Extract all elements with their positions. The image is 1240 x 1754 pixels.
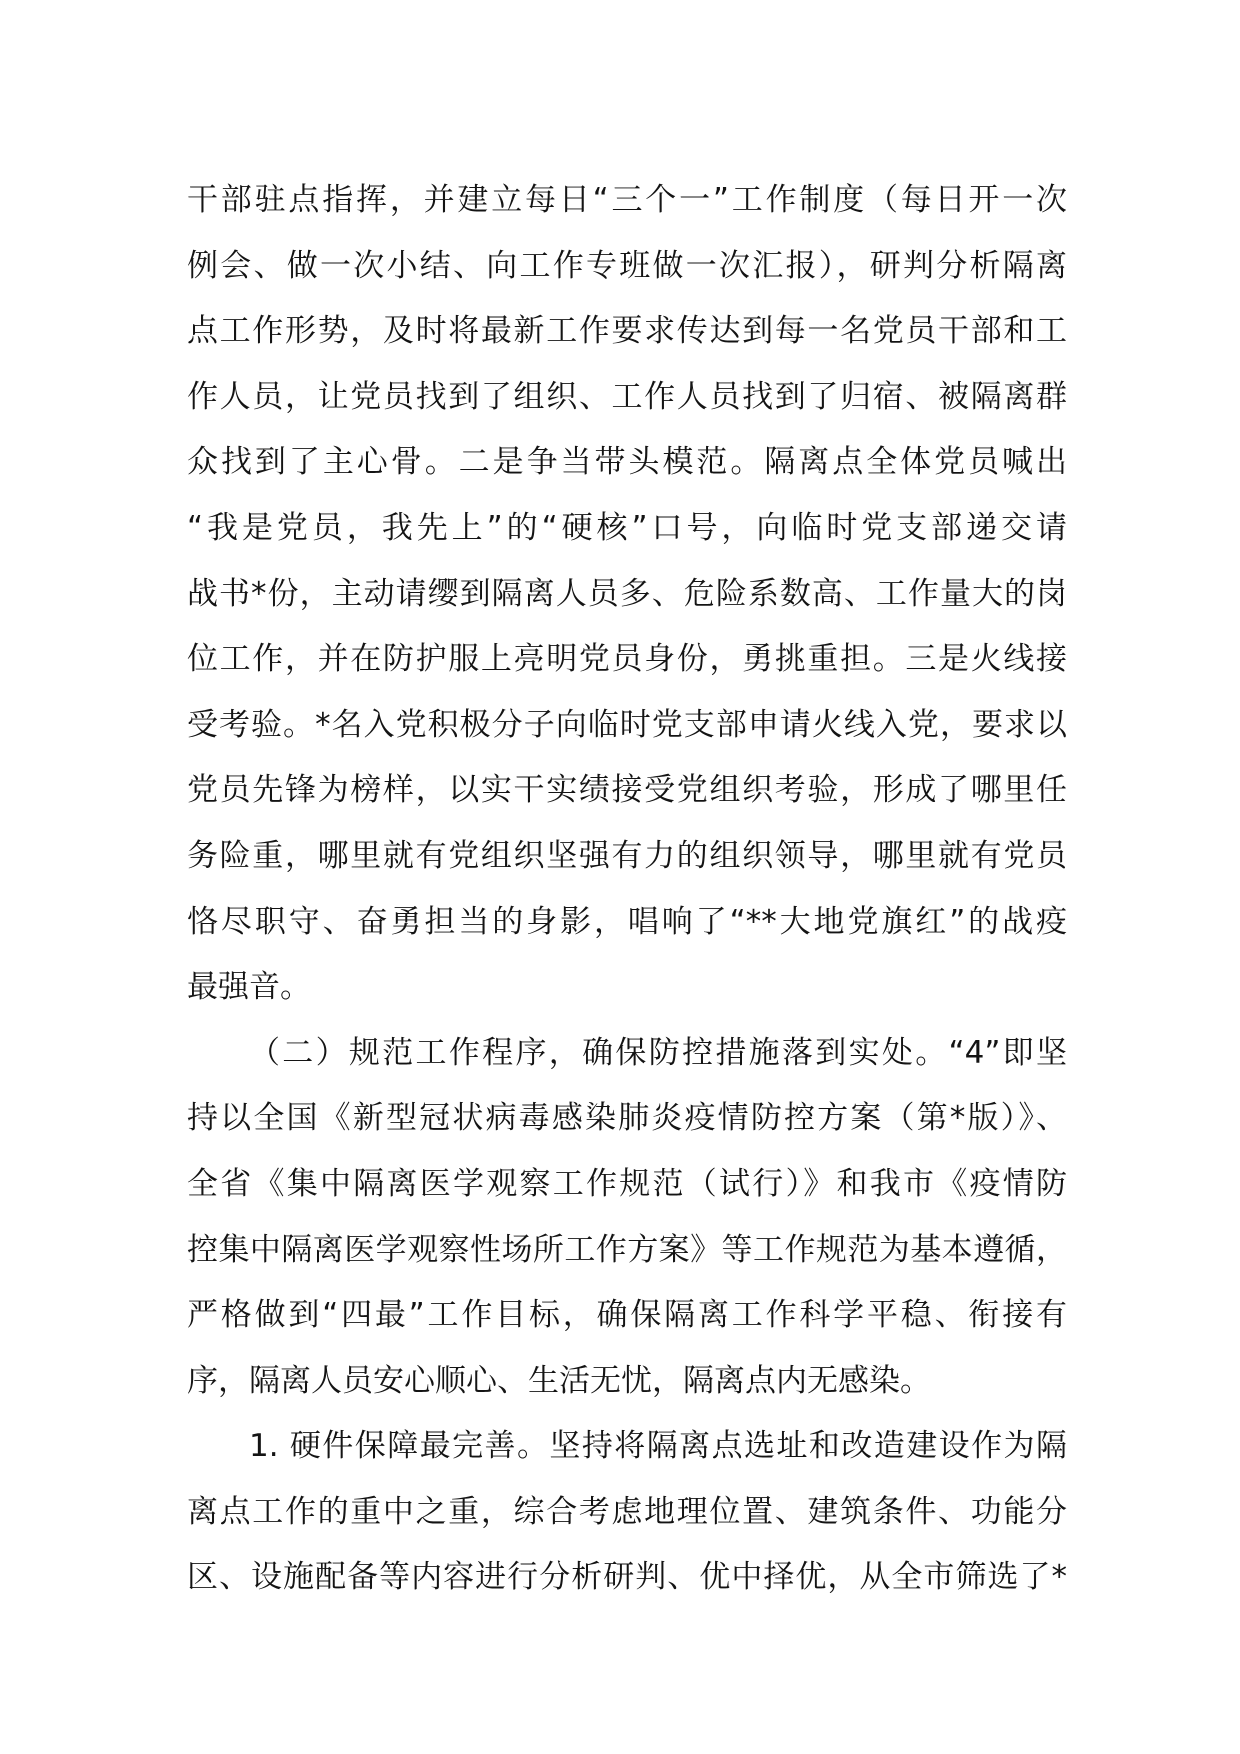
text-line: 党员先锋为榜样，以实干实绩接受党组织考验，形成了哪里任 [187, 772, 1067, 809]
text-line: 严格做到“四最”工作目标，确保隔离工作科学平稳、衔接有 [187, 1297, 1067, 1334]
text-line: 离点工作的重中之重，综合考虑地理位置、建筑条件、功能分 [187, 1493, 1067, 1530]
paragraph-3 [187, 1414, 1067, 1609]
text-line: 最强音。 [187, 969, 311, 1006]
text-line: 干部驻点指挥，并建立每日“三个一”工作制度（每日开一次 [187, 182, 1067, 218]
text-line: 控集中隔离医学观察性场所工作方案》等工作规范为基本遵循， [187, 1231, 1067, 1268]
text-line: 持以全国《新型冠状病毒感染肺炎疫情防控方案（第*版）》、 [187, 1100, 1067, 1137]
paragraph-2 [187, 1021, 1067, 1413]
text-line: 位工作，并在防护服上亮明党员身份，勇挑重担。三是火线接 [187, 641, 1067, 678]
document-body [187, 168, 1067, 1611]
text-line: 全省《集中隔离医学观察工作规范（试行）》和我市《疫情防 [187, 1165, 1067, 1202]
text-line: 恪尽职守、奋勇担当的身影，唱响了“**大地党旗红”的战疫 [187, 903, 1067, 940]
text-line: 区、设施配备等内容进行分析研判、优中择优，从全市筛选了* [187, 1559, 1067, 1596]
text-line: 例会、做一次小结、向工作专班做一次汇报），研判分析隔离 [187, 247, 1067, 284]
paragraph-1 [187, 168, 1067, 1019]
text-line: 作人员，让党员找到了组织、工作人员找到了归宿、被隔离群 [187, 378, 1067, 415]
section-heading-line: （二）规范工作程序，确保防控措施落到实处。“4”即坚 [249, 1034, 1067, 1071]
text-line: 众找到了主心骨。二是争当带头模范。隔离点全体党员喊出 [187, 444, 1067, 481]
text-line: 务险重，哪里就有党组织坚强有力的组织领导，哪里就有党员 [187, 837, 1067, 874]
text-line: 点工作形势，及时将最新工作要求传达到每一名党员干部和工 [187, 313, 1067, 350]
text-line: 受考验。*名入党积极分子向临时党支部申请火线入党，要求以 [187, 706, 1067, 743]
numbered-item-line: 1. 硬件保障最完善。坚持将隔离点选址和改造建设作为隔 [249, 1428, 1067, 1465]
text-line: 序，隔离人员安心顺心、生活无忧，隔离点内无感染。 [187, 1362, 931, 1399]
text-line: “我是党员，我先上”的“硬核”口号，向临时党支部递交请 [187, 509, 1067, 546]
text-line: 战书*份，主动请缨到隔离人员多、危险系数高、工作量大的岗 [187, 575, 1067, 612]
